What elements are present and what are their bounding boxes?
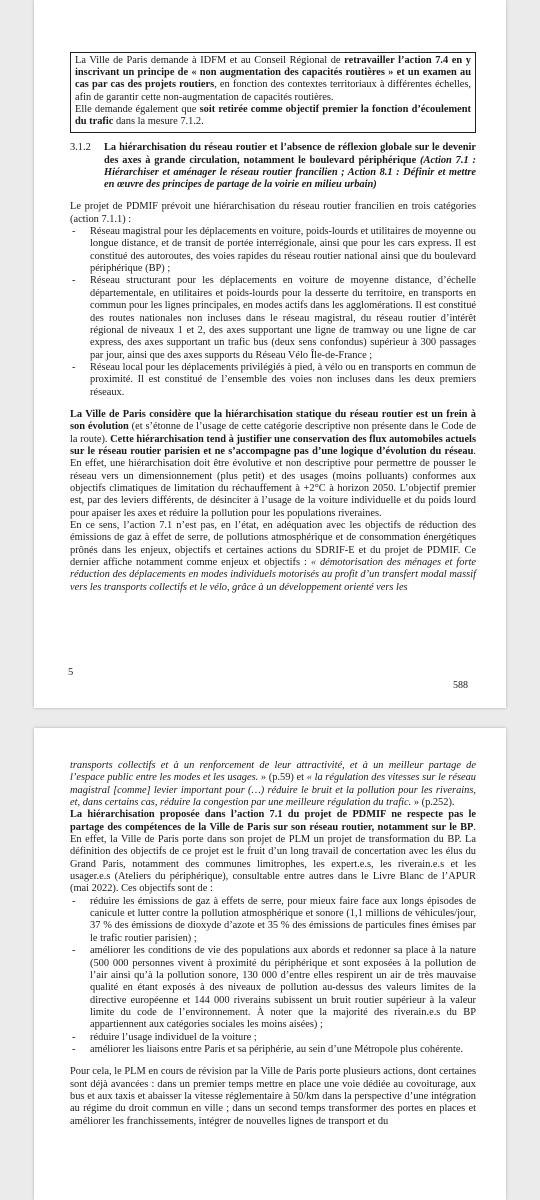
document-page-1: [34, 0, 506, 708]
page-2-content: [70, 760, 476, 1128]
document-page-2: [34, 728, 506, 1200]
intro-paragraph: Le projet de PDMIF prévoit une hiérarchisation du réseau routier francilien en trois catégories (action 7.1.1) :: [70, 201, 476, 225]
request-paragraph-1: La Ville de Paris demande à IDFM et au Conseil Régional de retravailler l’action 7.4 en y inscrivant un principe de « non augmentation des capacités routières » et un examen au cas par cas des projets routiers, en fonction des contextes territoriaux à différentes échelles, afin de garantir cette non-augmentation de capacités routières.: [75, 55, 472, 103]
list-item: - Réseau magistral pour les déplacements en voiture, poids-lourds et utilitaires de moyenne ou longue distance, et de transit de portée interrégionale, ainsi que pour les cars express. Il est constitué des autoroutes, des voies rapides du réseau routier national ainsi que du boulevard périphérique (BP) ;: [72, 226, 476, 275]
page-number-left: 5: [68, 667, 74, 678]
list-item: - améliorer les conditions de vie des populations aux abords et redonner sa place à la nature (500 000 personnes vivent à proximité du périphérique et sont exposées à la pollution de l’air ainsi qu’à la pollution sonore, 130 000 d’entre elles respirent un air de très mauvaise qualité en étant exposés à des niveaux de pollution au-dessus des valeurs limites de la directive européenne et 144 000 riverains subissent un bruit routier supérieur à la valeur limite du code de l’environnement. À noter que la majorité des riverain.e.s du BP appartiennent aux catégories sociales les moins aisées) ;: [72, 945, 476, 1031]
list-item: - réduire l’usage individuel de la voiture ;: [72, 1031, 257, 1043]
action-7-1-paragraph: En ce sens, l’action 7.1 n’est pas, en l’état, en adéquation avec les objectifs de réduction des émissions de gaz à effet de serre, de pollutions atmosphérique et de consommation énergétiques prônés dans les enjeux, objectifs et certaines actions du SDRIF-E et du projet de PDMIF. Ce dernier affiche notamment comme enjeux et objectifs : « démotorisation des ménages et forte réduction des déplacements en modes individuels motorisés au profit d’un transfert modal massif vers les transports collectifs et le vélo, grâce à un développement orienté vers les: [70, 520, 477, 593]
section-heading: [70, 142, 476, 191]
objectives-list: [70, 896, 476, 1056]
continued-quote-paragraph: transports collectifs et à un renforcement de leur attractivité, et à un meilleur partage de l’espace public entre les modes et les usages. » (p.59) et « la régulation des vitesses sur le réseau magistral [comme] levier important pour (…) réduire le bruit et la pollution pour les riverains, et, dans certains cas, réduire la congestion par une meilleure régulation du trafic. » (p.252).: [70, 760, 476, 809]
list-item: - améliorer les liaisons entre Paris et sa périphérie, au sein d’une Métropole plus cohérente.: [72, 1043, 464, 1055]
competences-paragraph: La hiérarchisation proposée dans l’action 7.1 du projet de PDMIF ne respecte pas le partage des compétences de la Ville de Paris sur son réseau routier, notamment sur le BP. En effet, la Ville de Paris porte dans son projet de PLM un projet de transformation du BP. La définition des objectifs de ce projet est le fruit d’un long travail de concertation avec les élus du Grand Paris, notamment des communes limitrophes, les expert.e.s, les riverain.e.s et les usager.e.s (Ateliers du périphérique), consultable entre autres dans le Livre Blanc de l’APUR (mai 2022). Ces objectifs sont de :: [70, 809, 476, 895]
list-item: - réduire les émissions de gaz à effets de serre, pour mieux faire face aux longs épisodes de canicule et lutter contre la pollution atmosphérique et sonore (1,1 millions de véhicules/jour, 37 % des émissions de dioxyde d’azote et 35 % des émissions de particules fines émises par le trafic routier parisien) ;: [72, 895, 476, 944]
section-title: La hiérarchisation du réseau routier et l’absence de réflexion globale sur le devenir des axes à grande circulation, notamment le boulevard périphérique (Action 7.1 : Hiérarchiser et aménager le réseau routier francilien ; Action 8.1 : Définir et mettre en œuvre des principes de partage de la voirie en milieu urbain): [104, 142, 476, 191]
page-1-content: [70, 52, 476, 594]
position-paragraph: La Ville de Paris considère que la hiérarchisation statique du réseau routier est un frein à son évolution (et s’étonne de l’usage de cette catégorie descriptive non présente dans le Code de la route). Cette hiérarchisation tend à justifier une conservation des flux automobiles actuels sur le réseau routier parisien et ne s’accompagne pas d’une logique d’évolution du réseau. En effet, une hiérarchisation doit être évolutive et non descriptive pour permettre de pousser le réseau vers un dimensionnement (plus petit) et des usages (moins polluants) conformes aux objectifs climatiques de limitation du réchauffement à +2°C à horizon 2050. L’objectif premier est, par des leviers différents, de désinciter à l’usage de la voiture individuelle et du poids lourd pour apaiser les axes et réduire la pollution pour les populations riveraines.: [70, 408, 476, 519]
request-box: [70, 52, 476, 133]
list-item: - Réseau structurant pour les déplacements en voiture de moyenne distance, d’échelle départementale, en utilitaires et poids-lourds pour la desserte du territoire, en transports en commun pour les lignes principales, en modes actifs dans les agglomérations. Il est constitué des routes nationales non incluses dans le réseau magistral, du réseau routier d’intérêt régional de niveaux 1 et 2, des axes supportant une ligne de tramway ou une ligne de car express, des axes supportant un trafic bus (deux sens confondus) supérieur à 300 passages par jour, ainsi que des axes supports du Réseau Vélo Île-de-France ;: [72, 275, 476, 361]
plm-actions-paragraph: Pour cela, le PLM en cours de révision par la Ville de Paris porte plusieurs actions, dont certaines sont déjà avancées : dans un premier temps mettre en place une voie dédiée au covoiturage, aux bus et aux taxis et abaisser la vitesse réglementaire à 50/km dans la perspective d’une intégration au régime du droit commun en ville ; dans un second temps transformer des portes en places et améliorer les franchissements, intégrer de nouvelles lignes de transport et du: [70, 1066, 476, 1127]
page-number-right: 588: [453, 680, 468, 691]
network-categories-list: [70, 226, 476, 399]
request-paragraph-2: Elle demande également que soit retirée comme objectif premier la fonction d’écoulement du trafic dans la mesure 7.1.2.: [75, 103, 472, 128]
list-item: - Réseau local pour les déplacements privilégiés à pied, à vélo ou en transports en commun de proximité. Il est constitué de l’ensemble des voies non incluses dans les deux premiers réseaux.: [72, 361, 476, 398]
section-number: 3.1.2: [70, 142, 91, 154]
